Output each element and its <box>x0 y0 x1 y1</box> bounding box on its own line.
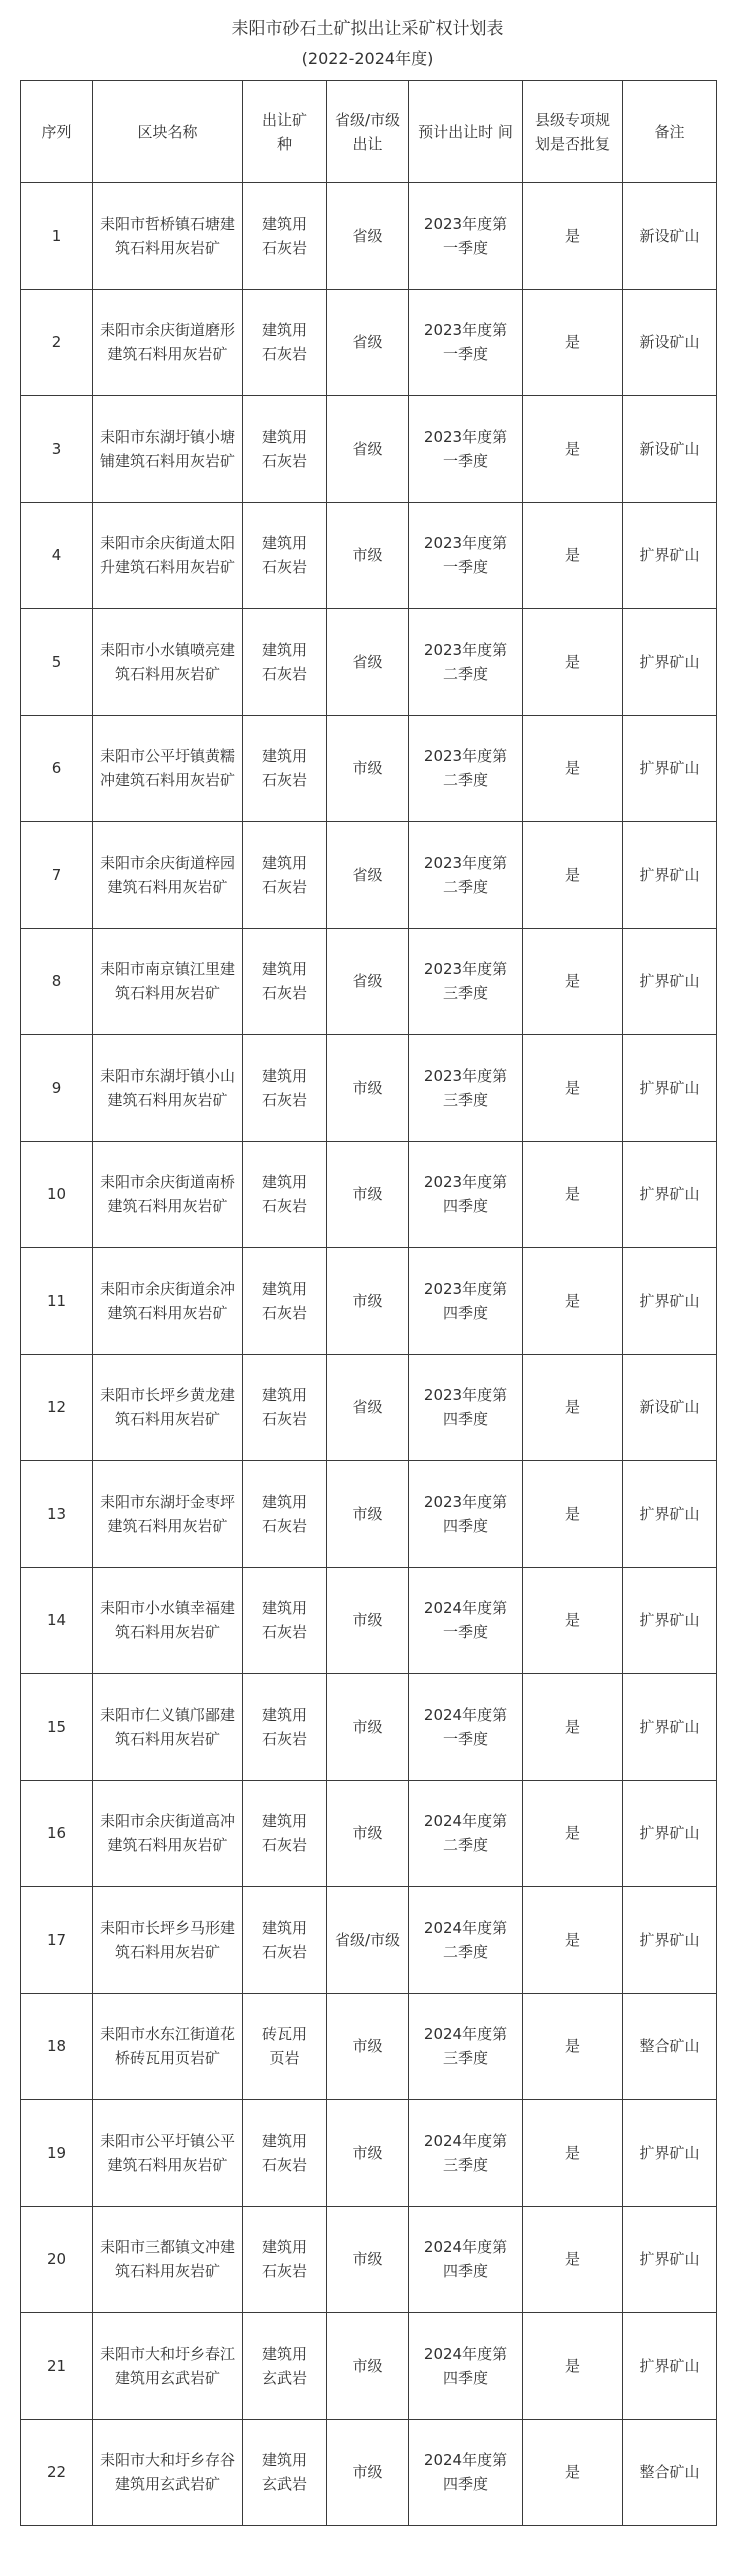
row-block-name: 耒阳市长坪乡黄龙建筑石料用灰岩矿 <box>93 1354 243 1461</box>
row-approved: 是 <box>523 1141 623 1248</box>
row-block-name: 耒阳市公平圩镇黄糯冲建筑石料用灰岩矿 <box>93 715 243 822</box>
row-approved: 是 <box>523 2313 623 2420</box>
header-mineral: 出让矿种 <box>243 81 327 183</box>
row-seq: 21 <box>21 2313 93 2420</box>
row-approved: 是 <box>523 1567 623 1674</box>
row-note: 扩界矿山 <box>623 822 717 929</box>
row-note: 扩界矿山 <box>623 2313 717 2420</box>
row-level: 省级 <box>327 183 409 290</box>
row-seq: 11 <box>21 1248 93 1355</box>
row-block-name: 耒阳市小水镇幸福建筑石料用灰岩矿 <box>93 1567 243 1674</box>
row-block-name: 耒阳市余庆街道磨形建筑石料用灰岩矿 <box>93 289 243 396</box>
row-time: 2023年度第一季度 <box>409 396 523 503</box>
row-time: 2023年度第四季度 <box>409 1141 523 1248</box>
row-seq: 9 <box>21 1035 93 1142</box>
table-row <box>21 2100 717 2207</box>
header-approval: 县级专项规划是否批复 <box>523 81 623 183</box>
row-time: 2023年度第二季度 <box>409 822 523 929</box>
row-level: 市级 <box>327 1248 409 1355</box>
table-row <box>21 2206 717 2313</box>
row-approved: 是 <box>523 609 623 716</box>
row-approved: 是 <box>523 1248 623 1355</box>
table-row <box>21 183 717 290</box>
mining-plan-table <box>20 80 717 2526</box>
row-approved: 是 <box>523 1461 623 1568</box>
row-level: 省级 <box>327 396 409 503</box>
row-mineral: 建筑用石灰岩 <box>243 1674 327 1781</box>
row-level: 市级 <box>327 1035 409 1142</box>
row-mineral: 建筑用石灰岩 <box>243 715 327 822</box>
row-time: 2023年度第二季度 <box>409 715 523 822</box>
row-mineral: 建筑用石灰岩 <box>243 1248 327 1355</box>
row-seq: 6 <box>21 715 93 822</box>
header-time: 预计出让时 间 <box>409 81 523 183</box>
row-mineral: 建筑用玄武岩 <box>243 2419 327 2526</box>
row-note: 整合矿山 <box>623 1993 717 2100</box>
row-note: 扩界矿山 <box>623 1780 717 1887</box>
row-block-name: 耒阳市哲桥镇石塘建筑石料用灰岩矿 <box>93 183 243 290</box>
row-approved: 是 <box>523 2419 623 2526</box>
row-block-name: 耒阳市大和圩乡存谷建筑用玄武岩矿 <box>93 2419 243 2526</box>
row-mineral: 建筑用石灰岩 <box>243 1780 327 1887</box>
row-approved: 是 <box>523 1887 623 1994</box>
row-time: 2023年度第四季度 <box>409 1354 523 1461</box>
row-block-name: 耒阳市东湖圩金枣坪建筑石料用灰岩矿 <box>93 1461 243 1568</box>
row-level: 市级 <box>327 1780 409 1887</box>
table-row <box>21 822 717 929</box>
table-row <box>21 1780 717 1887</box>
row-seq: 3 <box>21 396 93 503</box>
row-mineral: 建筑用石灰岩 <box>243 1354 327 1461</box>
row-seq: 7 <box>21 822 93 929</box>
row-block-name: 耒阳市余庆街道高冲建筑石料用灰岩矿 <box>93 1780 243 1887</box>
row-note: 扩界矿山 <box>623 1248 717 1355</box>
row-approved: 是 <box>523 1780 623 1887</box>
row-approved: 是 <box>523 396 623 503</box>
table-row <box>21 396 717 503</box>
table-row <box>21 2419 717 2526</box>
row-mineral: 建筑用石灰岩 <box>243 289 327 396</box>
row-block-name: 耒阳市东湖圩镇小山建筑石料用灰岩矿 <box>93 1035 243 1142</box>
row-note: 新设矿山 <box>623 1354 717 1461</box>
row-time: 2024年度第三季度 <box>409 1993 523 2100</box>
row-seq: 20 <box>21 2206 93 2313</box>
row-approved: 是 <box>523 1035 623 1142</box>
row-seq: 10 <box>21 1141 93 1248</box>
row-mineral: 建筑用石灰岩 <box>243 502 327 609</box>
table-row <box>21 609 717 716</box>
table-row <box>21 928 717 1035</box>
row-mineral: 建筑用石灰岩 <box>243 2100 327 2207</box>
row-level: 省级 <box>327 928 409 1035</box>
header-row <box>21 81 717 183</box>
row-seq: 19 <box>21 2100 93 2207</box>
row-block-name: 耒阳市余庆街道太阳升建筑石料用灰岩矿 <box>93 502 243 609</box>
row-approved: 是 <box>523 289 623 396</box>
row-block-name: 耒阳市仁义镇邝鄙建筑石料用灰岩矿 <box>93 1674 243 1781</box>
row-block-name: 耒阳市长坪乡马形建筑石料用灰岩矿 <box>93 1887 243 1994</box>
row-time: 2023年度第二季度 <box>409 609 523 716</box>
row-block-name: 耒阳市水东江街道花桥砖瓦用页岩矿 <box>93 1993 243 2100</box>
row-note: 扩界矿山 <box>623 1461 717 1568</box>
row-time: 2024年度第四季度 <box>409 2313 523 2420</box>
row-note: 扩界矿山 <box>623 1887 717 1994</box>
row-block-name: 耒阳市三都镇文冲建筑石料用灰岩矿 <box>93 2206 243 2313</box>
row-level: 市级 <box>327 1993 409 2100</box>
row-note: 新设矿山 <box>623 183 717 290</box>
row-approved: 是 <box>523 715 623 822</box>
row-block-name: 耒阳市余庆街道余冲建筑石料用灰岩矿 <box>93 1248 243 1355</box>
row-level: 市级 <box>327 502 409 609</box>
header-note: 备注 <box>623 81 717 183</box>
row-note: 扩界矿山 <box>623 2206 717 2313</box>
row-level: 省级 <box>327 289 409 396</box>
table-row <box>21 1674 717 1781</box>
row-level: 市级 <box>327 2100 409 2207</box>
row-approved: 是 <box>523 822 623 929</box>
row-level: 市级 <box>327 1141 409 1248</box>
header-name: 区块名称 <box>93 81 243 183</box>
table-row <box>21 1887 717 1994</box>
row-seq: 16 <box>21 1780 93 1887</box>
row-note: 扩界矿山 <box>623 715 717 822</box>
table-row <box>21 502 717 609</box>
table-row <box>21 2313 717 2420</box>
row-level: 市级 <box>327 715 409 822</box>
row-note: 扩界矿山 <box>623 1141 717 1248</box>
table-row <box>21 1567 717 1674</box>
table-row <box>21 1461 717 1568</box>
row-note: 扩界矿山 <box>623 1035 717 1142</box>
row-approved: 是 <box>523 502 623 609</box>
row-level: 市级 <box>327 2313 409 2420</box>
row-seq: 5 <box>21 609 93 716</box>
row-approved: 是 <box>523 2100 623 2207</box>
row-block-name: 耒阳市余庆街道南桥建筑石料用灰岩矿 <box>93 1141 243 1248</box>
row-note: 新设矿山 <box>623 396 717 503</box>
row-approved: 是 <box>523 2206 623 2313</box>
table-row <box>21 1141 717 1248</box>
row-mineral: 建筑用石灰岩 <box>243 2206 327 2313</box>
row-mineral: 建筑用石灰岩 <box>243 1887 327 1994</box>
row-mineral: 建筑用石灰岩 <box>243 822 327 929</box>
row-seq: 15 <box>21 1674 93 1781</box>
row-note: 扩界矿山 <box>623 2100 717 2207</box>
row-approved: 是 <box>523 1354 623 1461</box>
row-block-name: 耒阳市余庆街道梓园建筑石料用灰岩矿 <box>93 822 243 929</box>
row-mineral: 建筑用石灰岩 <box>243 609 327 716</box>
row-time: 2024年度第一季度 <box>409 1674 523 1781</box>
row-time: 2023年度第一季度 <box>409 289 523 396</box>
row-block-name: 耒阳市大和圩乡春江建筑用玄武岩矿 <box>93 2313 243 2420</box>
row-seq: 2 <box>21 289 93 396</box>
row-note: 扩界矿山 <box>623 1674 717 1781</box>
table-row <box>21 1354 717 1461</box>
row-level: 市级 <box>327 1567 409 1674</box>
row-seq: 14 <box>21 1567 93 1674</box>
row-mineral: 建筑用石灰岩 <box>243 1567 327 1674</box>
table-row <box>21 289 717 396</box>
row-mineral: 建筑用石灰岩 <box>243 1035 327 1142</box>
row-time: 2024年度第二季度 <box>409 1780 523 1887</box>
row-level: 市级 <box>327 1461 409 1568</box>
row-level: 市级 <box>327 2206 409 2313</box>
row-approved: 是 <box>523 928 623 1035</box>
row-block-name: 耒阳市公平圩镇公平建筑石料用灰岩矿 <box>93 2100 243 2207</box>
row-approved: 是 <box>523 1674 623 1781</box>
row-mineral: 建筑用石灰岩 <box>243 396 327 503</box>
row-time: 2024年度第二季度 <box>409 1887 523 1994</box>
row-note: 扩界矿山 <box>623 502 717 609</box>
row-mineral: 建筑用玄武岩 <box>243 2313 327 2420</box>
row-time: 2023年度第一季度 <box>409 502 523 609</box>
row-time: 2024年度第四季度 <box>409 2419 523 2526</box>
row-mineral: 建筑用石灰岩 <box>243 1141 327 1248</box>
row-level: 市级 <box>327 1674 409 1781</box>
row-time: 2023年度第三季度 <box>409 928 523 1035</box>
header-level: 省级/市级出让 <box>327 81 409 183</box>
page-title: 耒阳市砂石土矿拟出让采矿权计划表 <box>231 19 504 39</box>
row-seq: 13 <box>21 1461 93 1568</box>
row-time: 2024年度第一季度 <box>409 1567 523 1674</box>
row-note: 整合矿山 <box>623 2419 717 2526</box>
row-block-name: 耒阳市小水镇喷亮建筑石料用灰岩矿 <box>93 609 243 716</box>
table-row <box>21 715 717 822</box>
row-time: 2023年度第四季度 <box>409 1461 523 1568</box>
table-row <box>21 1248 717 1355</box>
row-seq: 8 <box>21 928 93 1035</box>
row-seq: 1 <box>21 183 93 290</box>
row-mineral: 建筑用石灰岩 <box>243 1461 327 1568</box>
row-level: 省级 <box>327 609 409 716</box>
row-level: 省级 <box>327 1354 409 1461</box>
row-time: 2023年度第四季度 <box>409 1248 523 1355</box>
row-mineral: 建筑用石灰岩 <box>243 183 327 290</box>
row-note: 扩界矿山 <box>623 609 717 716</box>
row-time: 2023年度第三季度 <box>409 1035 523 1142</box>
row-approved: 是 <box>523 183 623 290</box>
row-approved: 是 <box>523 1993 623 2100</box>
header-seq: 序列 <box>21 81 93 183</box>
row-block-name: 耒阳市东湖圩镇小塘铺建筑石料用灰岩矿 <box>93 396 243 503</box>
row-note: 新设矿山 <box>623 289 717 396</box>
row-seq: 4 <box>21 502 93 609</box>
row-mineral: 砖瓦用页岩 <box>243 1993 327 2100</box>
row-mineral: 建筑用石灰岩 <box>243 928 327 1035</box>
row-seq: 18 <box>21 1993 93 2100</box>
row-seq: 17 <box>21 1887 93 1994</box>
table-row <box>21 1993 717 2100</box>
row-level: 省级/市级 <box>327 1887 409 1994</box>
row-seq: 22 <box>21 2419 93 2526</box>
table-row <box>21 1035 717 1142</box>
row-note: 扩界矿山 <box>623 1567 717 1674</box>
row-block-name: 耒阳市南京镇江里建筑石料用灰岩矿 <box>93 928 243 1035</box>
row-note: 扩界矿山 <box>623 928 717 1035</box>
page-subtitle: (2022-2024年度) <box>301 49 434 68</box>
row-level: 市级 <box>327 2419 409 2526</box>
row-time: 2023年度第一季度 <box>409 183 523 290</box>
row-level: 省级 <box>327 822 409 929</box>
row-seq: 12 <box>21 1354 93 1461</box>
row-time: 2024年度第四季度 <box>409 2206 523 2313</box>
row-time: 2024年度第三季度 <box>409 2100 523 2207</box>
